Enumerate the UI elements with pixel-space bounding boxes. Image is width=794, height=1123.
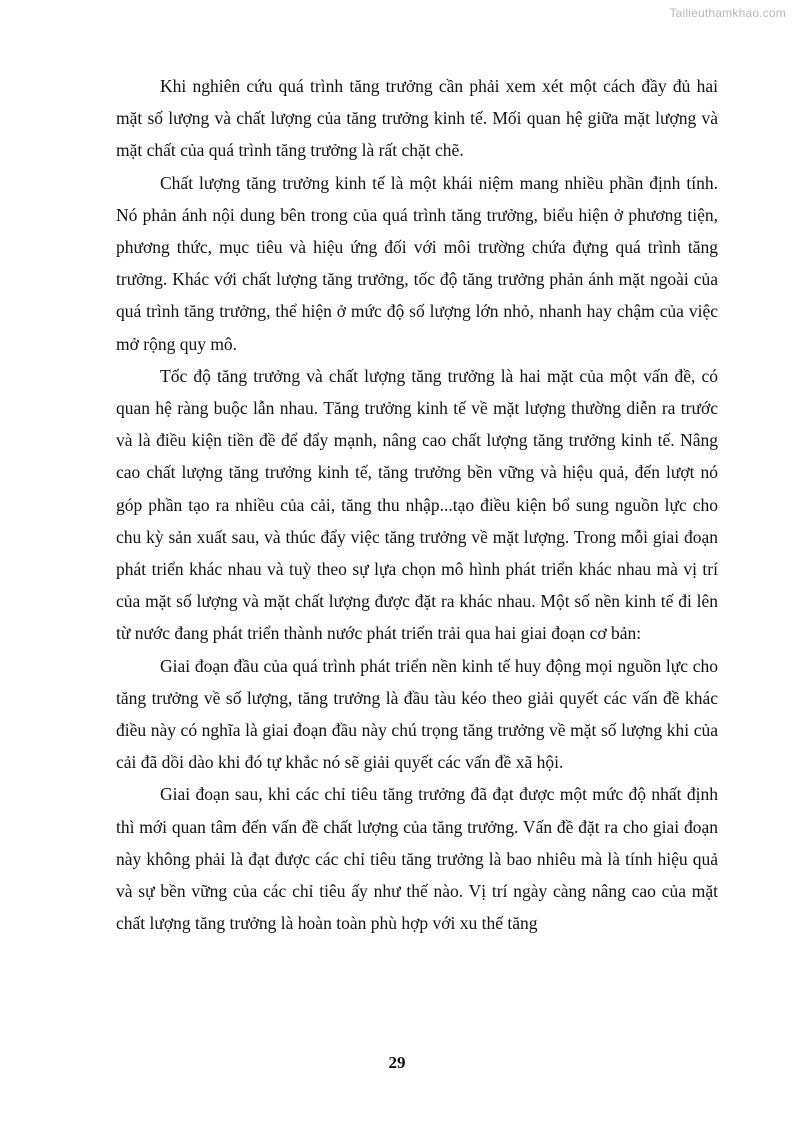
watermark-text: Tailieuthamkhao.com xyxy=(669,6,786,20)
document-body xyxy=(116,70,718,939)
paragraph-2: Chất lượng tăng trưởng kinh tế là một khái niệm mang nhiều phần định tính. Nó phản ánh nội dung bên trong của quá trình tăng trưởng, biểu hiện ở phương tiện, phương thức, mục tiêu và hiệu ứng đối với môi trường chứa đựng quá trình tăng trưởng. Khác với chất lượng tăng trưởng, tốc độ tăng trưởng phản ánh mặt ngoài của quá trình tăng trưởng, thể hiện ở mức độ số lượng lớn nhỏ, nhanh hay chậm của việc mở rộng quy mô. xyxy=(116,172,718,354)
paragraph-4: Giai đoạn đầu của quá trình phát triển nền kinh tế huy động mọi nguồn lực cho tăng trưởng về số lượng, tăng trưởng là đầu tàu kéo theo giải quyết các vấn đề khác điều này có nghĩa là giai đoạn đầu này chú trọng tăng trưởng về mặt số lượng khi của cải đã dồi dào khi đó tự khắc nó sẽ giải quyết các vấn đề xã hội. xyxy=(116,655,718,773)
paragraph-5: Giai đoạn sau, khi các chỉ tiêu tăng trưởng đã đạt được một mức độ nhất định thì mới quan tâm đến vấn đề chất lượng của tăng trưởng. Vấn đề đặt ra cho giai đoạn này không phải là đạt được các chỉ tiêu tăng trưởng là bao nhiêu mà là tính hiệu quả và sự bền vững của các chỉ tiêu ấy như thế nào. Vị trí ngày càng nâng cao của mặt chất lượng tăng trưởng là hoàn toàn phù hợp với xu thế tăng xyxy=(116,784,718,934)
page-number: 29 xyxy=(388,1053,406,1072)
paragraph-1: Khi nghiên cứu quá trình tăng trưởng cần phải xem xét một cách đầy đủ hai mặt số lượng và chất lượng của tăng trưởng kinh tế. Mối quan hệ giữa mặt lượng và mặt chất của quá trình tăng trưởng là rất chặt chẽ. xyxy=(116,76,718,161)
paragraph-3: Tốc độ tăng trưởng và chất lượng tăng trưởng là hai mặt của một vấn đề, có quan hệ ràng buộc lẫn nhau. Tăng trưởng kinh tế về mặt lượng thường diễn ra trước và là điều kiện tiền đề để đẩy mạnh, nâng cao chất lượng tăng trưởng kinh tế. Nâng cao chất lượng tăng trưởng kinh tế, tăng trưởng bền vững và hiệu quả, đến lượt nó góp phần tạo ra nhiều của cải, tăng thu nhập...tạo điều kiện bổ sung nguồn lực cho chu kỳ sản xuất sau, và thúc đẩy việc tăng trưởng về mặt lượng. Trong mỗi giai đoạn phát triển khác nhau và tuỳ theo sự lựa chọn mô hình phát triển khác nhau mà vị trí của mặt số lượng và mặt chất lượng được đặt ra khác nhau. Một số nền kinh tế đi lên từ nước đang phát triển thành nước phát triển trải qua hai giai đoạn cơ bản: xyxy=(116,365,718,644)
